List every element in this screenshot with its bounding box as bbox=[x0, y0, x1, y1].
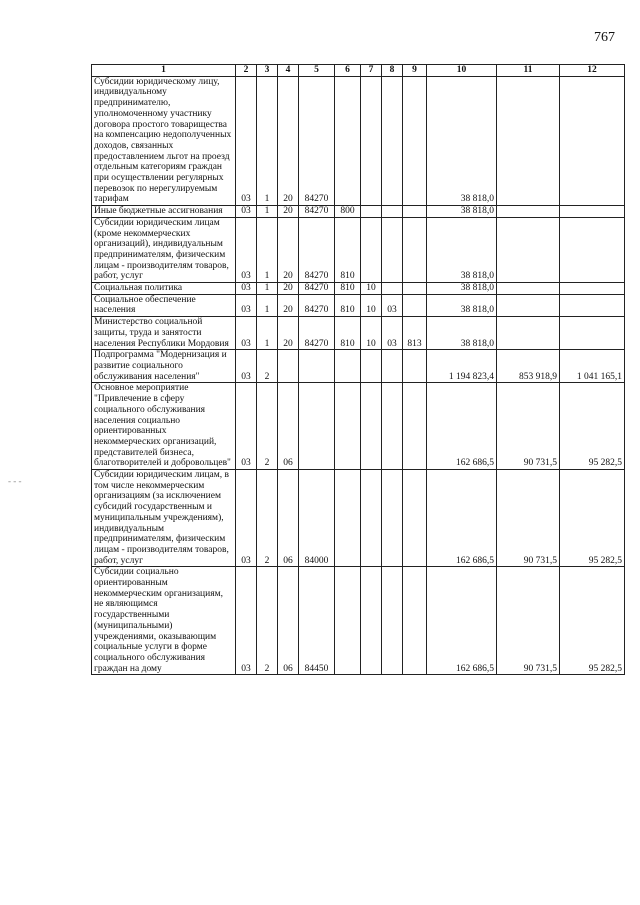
table-row bbox=[92, 283, 625, 295]
row-code-cell: 38 818,0 bbox=[427, 206, 497, 218]
table-row bbox=[92, 76, 625, 205]
header-cell: 1 bbox=[92, 65, 236, 77]
row-code-cell: 853 918,9 bbox=[497, 350, 560, 383]
table-row bbox=[92, 217, 625, 282]
row-code-cell: 810 bbox=[335, 294, 361, 316]
header-cell: 3 bbox=[257, 65, 278, 77]
row-code-cell: 03 bbox=[236, 206, 257, 218]
row-name-cell: Министерство социальной защиты, труда и занятости населения Республики Мордовия bbox=[92, 317, 236, 350]
row-code-cell: 84270 bbox=[299, 206, 335, 218]
header-cell: 10 bbox=[427, 65, 497, 77]
row-name-cell: Социальная политика bbox=[92, 283, 236, 295]
row-code-cell bbox=[382, 283, 403, 295]
header-cell: 6 bbox=[335, 65, 361, 77]
row-code-cell: 03 bbox=[236, 567, 257, 675]
row-code-cell: 95 282,5 bbox=[560, 567, 625, 675]
row-code-cell bbox=[382, 470, 403, 567]
table-row bbox=[92, 350, 625, 383]
row-code-cell: 810 bbox=[335, 283, 361, 295]
row-code-cell: 84270 bbox=[299, 217, 335, 282]
row-name-cell: Иные бюджетные ассигнования bbox=[92, 206, 236, 218]
row-code-cell: 95 282,5 bbox=[560, 383, 625, 470]
row-code-cell bbox=[382, 350, 403, 383]
row-code-cell bbox=[403, 206, 427, 218]
row-code-cell: 162 686,5 bbox=[427, 383, 497, 470]
row-code-cell bbox=[382, 206, 403, 218]
row-code-cell bbox=[560, 317, 625, 350]
row-name-cell: Субсидии юридическому лицу, индивидуальному предпринимателю, уполномоченному участнику договора простого товарищества на компенсацию недополученных доходов, связанных предоставлением льгот на проезд отдельным категориям граждан при осуществлении регулярных перевозок по нерегулируемым тарифам bbox=[92, 76, 236, 205]
row-code-cell: 1 bbox=[257, 317, 278, 350]
row-code-cell: 90 731,5 bbox=[497, 383, 560, 470]
row-code-cell: 20 bbox=[278, 206, 299, 218]
row-code-cell bbox=[335, 350, 361, 383]
row-code-cell bbox=[560, 283, 625, 295]
row-code-cell bbox=[403, 294, 427, 316]
row-code-cell bbox=[497, 294, 560, 316]
row-code-cell: 90 731,5 bbox=[497, 567, 560, 675]
row-code-cell: 03 bbox=[236, 383, 257, 470]
row-code-cell bbox=[403, 383, 427, 470]
row-code-cell: 38 818,0 bbox=[427, 283, 497, 295]
row-code-cell bbox=[497, 206, 560, 218]
row-code-cell: 1 bbox=[257, 294, 278, 316]
scan-speck: - - - bbox=[8, 476, 22, 486]
row-code-cell: 2 bbox=[257, 470, 278, 567]
row-code-cell: 84270 bbox=[299, 317, 335, 350]
row-code-cell: 03 bbox=[382, 294, 403, 316]
row-code-cell bbox=[299, 350, 335, 383]
row-code-cell: 03 bbox=[236, 283, 257, 295]
row-code-cell bbox=[278, 350, 299, 383]
header-cell: 7 bbox=[361, 65, 382, 77]
row-code-cell: 2 bbox=[257, 383, 278, 470]
row-code-cell: 06 bbox=[278, 470, 299, 567]
row-code-cell bbox=[403, 470, 427, 567]
row-code-cell bbox=[560, 217, 625, 282]
row-code-cell: 10 bbox=[361, 317, 382, 350]
row-code-cell bbox=[361, 206, 382, 218]
row-code-cell: 1 bbox=[257, 283, 278, 295]
table-row bbox=[92, 567, 625, 675]
row-code-cell: 2 bbox=[257, 567, 278, 675]
row-code-cell bbox=[497, 76, 560, 205]
row-code-cell bbox=[361, 567, 382, 675]
row-code-cell: 03 bbox=[236, 76, 257, 205]
row-code-cell: 95 282,5 bbox=[560, 470, 625, 567]
table-row bbox=[92, 470, 625, 567]
header-cell: 8 bbox=[382, 65, 403, 77]
row-code-cell: 03 bbox=[236, 470, 257, 567]
row-code-cell bbox=[361, 383, 382, 470]
row-code-cell: 10 bbox=[361, 283, 382, 295]
row-code-cell: 20 bbox=[278, 76, 299, 205]
row-code-cell bbox=[497, 217, 560, 282]
header-cell: 12 bbox=[560, 65, 625, 77]
row-code-cell bbox=[403, 283, 427, 295]
row-code-cell bbox=[361, 470, 382, 567]
row-code-cell bbox=[382, 567, 403, 675]
row-code-cell: 84270 bbox=[299, 76, 335, 205]
header-cell: 4 bbox=[278, 65, 299, 77]
row-code-cell bbox=[335, 76, 361, 205]
row-code-cell: 1 bbox=[257, 206, 278, 218]
row-code-cell: 813 bbox=[403, 317, 427, 350]
row-code-cell: 800 bbox=[335, 206, 361, 218]
row-code-cell: 84000 bbox=[299, 470, 335, 567]
row-name-cell: Субсидии юридическим лицам, в том числе некоммерческим организациям (за исключением субсидий государственным и муниципальным учреждениям), индивидуальным предпринимателям, физическим лицам - производителям товаров, работ, услуг bbox=[92, 470, 236, 567]
row-code-cell: 03 bbox=[236, 317, 257, 350]
row-name-cell: Субсидии юридическим лицам (кроме некоммерческих организаций), индивидуальным предпринимателям, физическим лицам - производителям товаров, работ, услуг bbox=[92, 217, 236, 282]
row-code-cell bbox=[382, 217, 403, 282]
row-code-cell bbox=[361, 217, 382, 282]
row-name-cell: Основное мероприятие "Привлечение в сферу социального обслуживания населения социально ориентированных некоммерческих организаций, представителей бизнеса, благотворителей и добровольцев" bbox=[92, 383, 236, 470]
table-row bbox=[92, 206, 625, 218]
row-code-cell bbox=[361, 76, 382, 205]
row-code-cell bbox=[497, 283, 560, 295]
row-code-cell: 20 bbox=[278, 294, 299, 316]
row-code-cell bbox=[560, 206, 625, 218]
header-cell: 2 bbox=[236, 65, 257, 77]
row-code-cell: 162 686,5 bbox=[427, 470, 497, 567]
table-row bbox=[92, 317, 625, 350]
row-code-cell: 38 818,0 bbox=[427, 217, 497, 282]
row-code-cell: 1 bbox=[257, 217, 278, 282]
row-code-cell: 06 bbox=[278, 567, 299, 675]
page-number: 767 bbox=[594, 30, 615, 45]
row-code-cell bbox=[403, 350, 427, 383]
row-code-cell: 20 bbox=[278, 217, 299, 282]
row-code-cell: 10 bbox=[361, 294, 382, 316]
row-code-cell bbox=[335, 470, 361, 567]
row-code-cell bbox=[361, 350, 382, 383]
row-code-cell: 84270 bbox=[299, 283, 335, 295]
row-code-cell bbox=[560, 76, 625, 205]
header-cell: 11 bbox=[497, 65, 560, 77]
row-code-cell bbox=[382, 383, 403, 470]
row-code-cell: 38 818,0 bbox=[427, 76, 497, 205]
row-code-cell bbox=[299, 383, 335, 470]
row-code-cell: 810 bbox=[335, 217, 361, 282]
row-code-cell: 03 bbox=[382, 317, 403, 350]
row-name-cell: Подпрограмма "Модернизация и развитие социального обслуживания населения" bbox=[92, 350, 236, 383]
row-code-cell: 1 041 165,1 bbox=[560, 350, 625, 383]
row-code-cell: 2 bbox=[257, 350, 278, 383]
row-code-cell: 162 686,5 bbox=[427, 567, 497, 675]
header-row bbox=[92, 65, 625, 77]
row-code-cell bbox=[335, 567, 361, 675]
row-code-cell: 90 731,5 bbox=[497, 470, 560, 567]
row-code-cell bbox=[403, 76, 427, 205]
row-code-cell: 1 bbox=[257, 76, 278, 205]
row-code-cell bbox=[403, 217, 427, 282]
table-row bbox=[92, 294, 625, 316]
row-name-cell: Социальное обеспечение населения bbox=[92, 294, 236, 316]
row-code-cell: 06 bbox=[278, 383, 299, 470]
row-code-cell: 1 194 823,4 bbox=[427, 350, 497, 383]
row-code-cell bbox=[403, 567, 427, 675]
row-code-cell: 84270 bbox=[299, 294, 335, 316]
row-code-cell: 20 bbox=[278, 317, 299, 350]
header-cell: 9 bbox=[403, 65, 427, 77]
row-name-cell: Субсидии социально ориентированным некоммерческим организациям, не являющимся государственными (муниципальными) учреждениями, оказывающим социальные услуги в форме социального обслуживания граждан на дому bbox=[92, 567, 236, 675]
row-code-cell: 20 bbox=[278, 283, 299, 295]
row-code-cell: 84450 bbox=[299, 567, 335, 675]
row-code-cell: 03 bbox=[236, 294, 257, 316]
row-code-cell bbox=[560, 294, 625, 316]
row-code-cell bbox=[335, 383, 361, 470]
row-code-cell: 03 bbox=[236, 217, 257, 282]
header-cell: 5 bbox=[299, 65, 335, 77]
row-code-cell: 810 bbox=[335, 317, 361, 350]
row-code-cell: 38 818,0 bbox=[427, 294, 497, 316]
row-code-cell bbox=[382, 76, 403, 205]
table-row bbox=[92, 383, 625, 470]
row-code-cell: 03 bbox=[236, 350, 257, 383]
row-code-cell: 38 818,0 bbox=[427, 317, 497, 350]
budget-table bbox=[91, 64, 625, 675]
row-code-cell bbox=[497, 317, 560, 350]
